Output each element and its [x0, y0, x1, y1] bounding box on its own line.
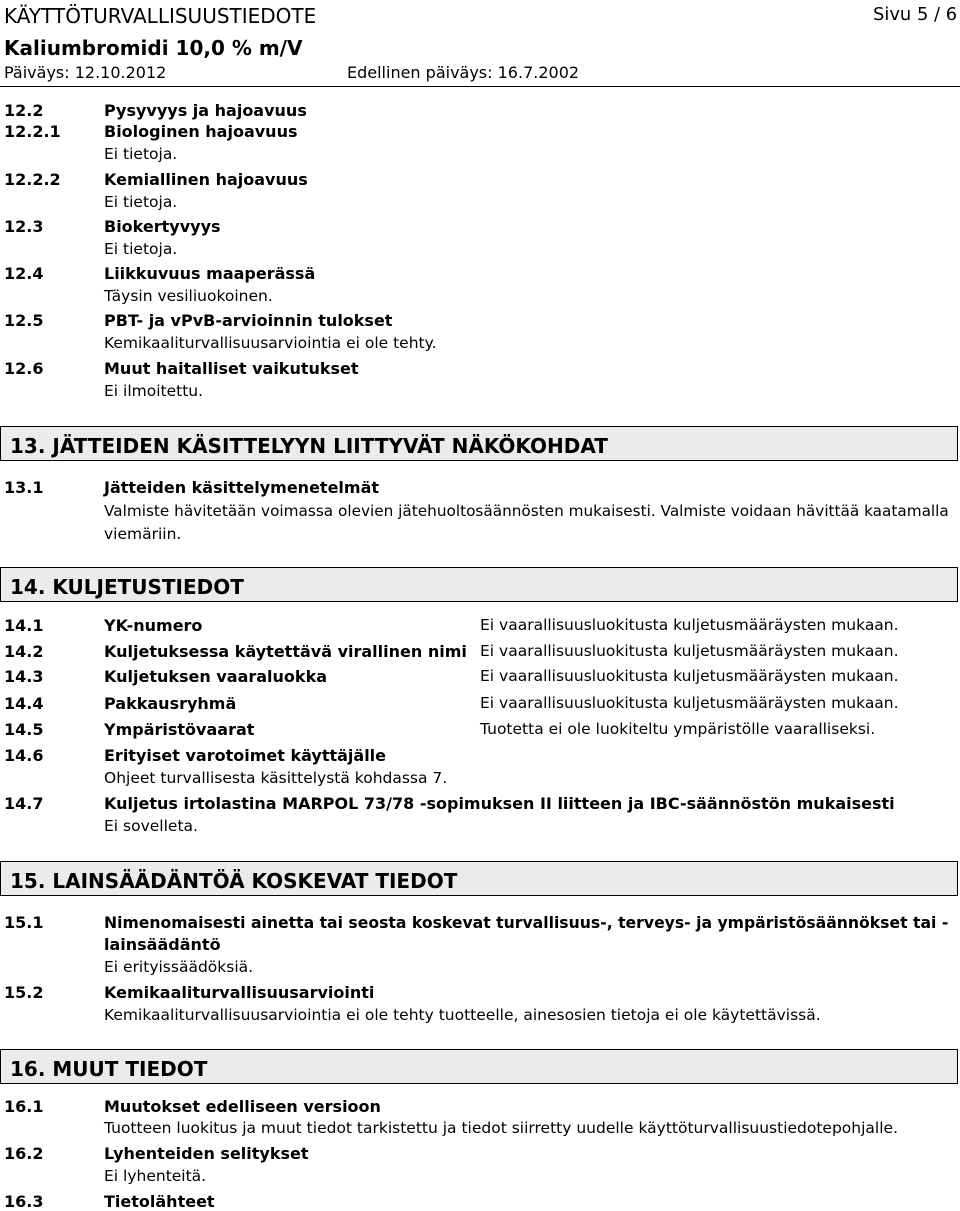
item-title: Kuljetus irtolastina MARPOL 73/78 -sopimuksen II liitteen ja IBC-säännöstön mukaisesti — [104, 794, 895, 813]
item-number: 14.7 — [4, 794, 44, 813]
item-title: Biokertyvyys — [104, 217, 221, 236]
page-number: Sivu 5 / 6 — [873, 4, 958, 25]
item-value: Ei vaarallisuusluokitusta kuljetusmääräysten mukaan. — [480, 694, 899, 712]
item-title: Jätteiden käsittelymenetelmät — [104, 478, 380, 497]
item-title: Kemikaaliturvallisuusarviointi — [104, 983, 375, 1002]
item-number: 12.3 — [4, 217, 44, 236]
item-text: Ei tietoja. — [104, 145, 178, 163]
previous-date: Edellinen päiväys: 16.7.2002 — [347, 63, 580, 82]
item-text: Ei tietoja. — [104, 240, 178, 258]
item-number: 13.1 — [4, 478, 44, 497]
item-number: 14.5 — [4, 720, 44, 739]
item-text: Kemikaaliturvallisuusarviointia ei ole tehty tuotteelle, ainesosien tietoja ei ole käytettävissä. — [104, 1006, 821, 1024]
item-number: 14.1 — [4, 616, 44, 635]
item-title: Lyhenteiden selitykset — [104, 1144, 309, 1163]
item-title: PBT- ja vPvB-arvioinnin tulokset — [104, 311, 393, 330]
item-text: Kemikaaliturvallisuusarviointia ei ole tehty. — [104, 334, 437, 352]
item-number: 14.2 — [4, 642, 44, 661]
item-number: 12.5 — [4, 311, 44, 330]
product-name: Kaliumbromidi 10,0 % m/V — [4, 36, 303, 60]
item-number: 12.2.2 — [4, 170, 61, 189]
item-title: Pysyvyys ja hajoavuus — [104, 101, 307, 120]
item-title: Tietolähteet — [104, 1192, 215, 1211]
item-title: Erityiset varotoimet käyttäjälle — [104, 746, 387, 765]
item-text: Tuotteen luokitus ja muut tiedot tarkistettu ja tiedot siirretty uudelle käyttöturvallisuustiedotepohjalle. — [104, 1119, 898, 1137]
item-number: 16.1 — [4, 1097, 44, 1116]
item-value: Tuotetta ei ole luokiteltu ympäristölle vaaralliseksi. — [480, 720, 876, 738]
header-divider — [0, 86, 960, 87]
item-value: Ei vaarallisuusluokitusta kuljetusmääräysten mukaan. — [480, 642, 899, 660]
item-number: 12.4 — [4, 264, 44, 283]
section-16-heading — [0, 1049, 958, 1084]
item-text: Ei lyhenteitä. — [104, 1167, 207, 1185]
item-title: Kuljetuksessa käytettävä virallinen nimi — [104, 642, 467, 661]
item-number: 16.2 — [4, 1144, 44, 1163]
item-number: 12.2 — [4, 101, 44, 120]
item-text: Ohjeet turvallisesta käsittelystä kohdassa 7. — [104, 769, 448, 787]
item-value: Ei vaarallisuusluokitusta kuljetusmääräysten mukaan. — [480, 616, 899, 634]
item-title: Muutokset edelliseen versioon — [104, 1097, 381, 1116]
item-title: Liikkuvuus maaperässä — [104, 264, 316, 283]
issue-date: Päiväys: 12.10.2012 — [4, 63, 167, 82]
item-text: Ei erityissäädöksiä. — [104, 958, 254, 976]
item-value: Ei vaarallisuusluokitusta kuljetusmääräysten mukaan. — [480, 667, 899, 685]
section-14-heading — [0, 567, 958, 602]
item-text: Ei tietoja. — [104, 193, 178, 211]
item-number: 16.3 — [4, 1192, 44, 1211]
document-type: KÄYTTÖTURVALLISUUSTIEDOTE — [4, 4, 317, 28]
item-number: 15.2 — [4, 983, 44, 1002]
item-number: 14.6 — [4, 746, 44, 765]
section-13-heading — [0, 426, 958, 461]
item-title: lainsäädäntö — [104, 935, 221, 954]
item-title: Kemiallinen hajoavuus — [104, 170, 308, 189]
item-title: Pakkausryhmä — [104, 694, 237, 713]
item-title: Biologinen hajoavuus — [104, 122, 298, 141]
item-text: Ei sovelleta. — [104, 817, 198, 835]
item-title: Kuljetuksen vaaraluokka — [104, 667, 327, 686]
section-title: 15. LAINSÄÄDÄNTÖÄ KOSKEVAT TIEDOT — [10, 869, 458, 893]
item-number: 12.6 — [4, 359, 44, 378]
section-title: 13. JÄTTEIDEN KÄSITTELYYN LIITTYVÄT NÄKÖKOHDAT — [10, 434, 608, 458]
item-title: Ympäristövaarat — [104, 720, 255, 739]
section-15-heading — [0, 861, 958, 896]
item-text: viemäriin. — [104, 525, 182, 543]
item-text: Täysin vesiliuokoinen. — [104, 287, 273, 305]
item-number: 15.1 — [4, 913, 44, 932]
section-title: 14. KULJETUSTIEDOT — [10, 575, 244, 599]
item-number: 14.3 — [4, 667, 44, 686]
item-number: 12.2.1 — [4, 122, 61, 141]
item-title: Muut haitalliset vaikutukset — [104, 359, 359, 378]
item-title: Nimenomaisesti ainetta tai seosta koskevat turvallisuus-, terveys- ja ympäristösäännökset tai - — [104, 913, 949, 932]
item-number: 14.4 — [4, 694, 44, 713]
item-title: YK-numero — [104, 616, 203, 635]
item-text: Valmiste hävitetään voimassa olevien jätehuoltosäännösten mukaisesti. Valmiste voidaan hävittää kaatamalla — [104, 502, 949, 520]
section-title: 16. MUUT TIEDOT — [10, 1057, 208, 1081]
item-text: Ei ilmoitettu. — [104, 382, 204, 400]
